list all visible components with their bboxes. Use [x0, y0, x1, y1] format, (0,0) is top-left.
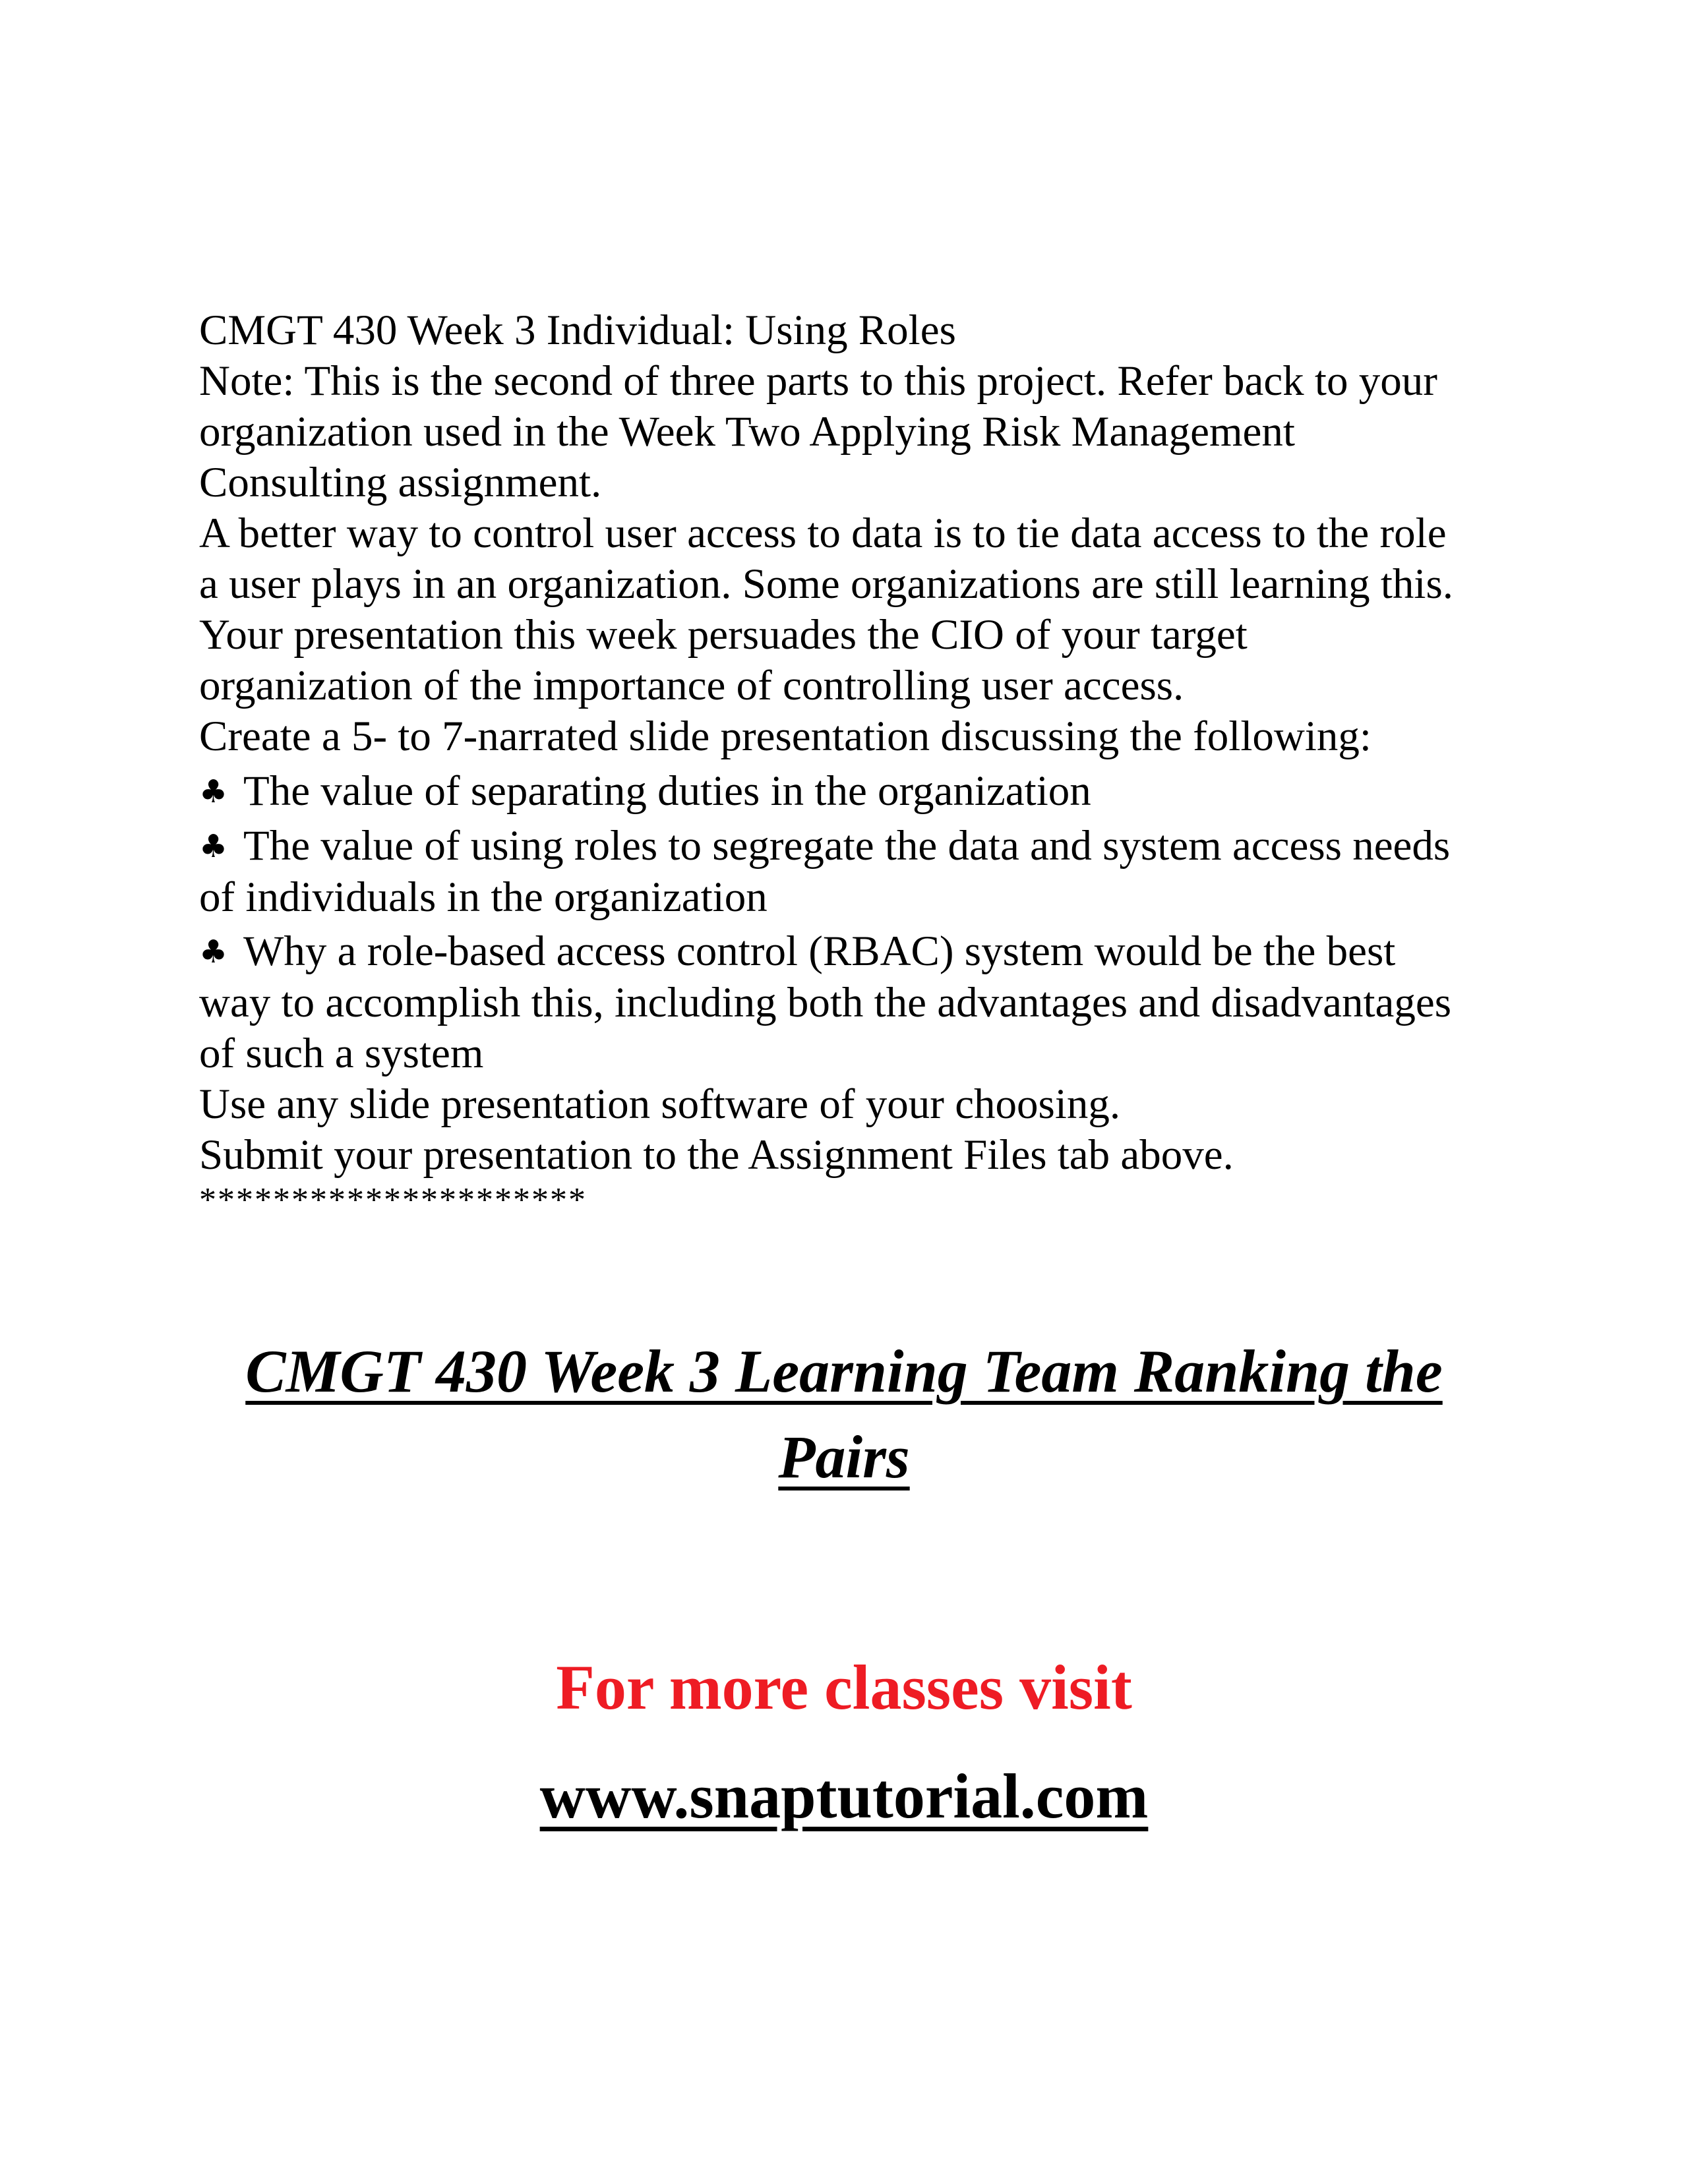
site-link[interactable]: www.snaptutorial.com — [539, 1761, 1149, 1831]
club-bullet-icon: ♣ — [199, 828, 228, 865]
bullet-item — [199, 926, 1531, 978]
text-line: organization of the importance of controlling user access. — [199, 662, 1184, 709]
separator-stars: ********************* — [199, 1181, 587, 1219]
assignment-text — [199, 305, 1531, 1219]
bullet-text: The value of using roles to segregate the data and system access needs — [243, 822, 1451, 870]
heading-line-2: Pairs — [778, 1423, 910, 1490]
promo-text: For more classes visit — [556, 1652, 1132, 1723]
heading-line-1: CMGT 430 Week 3 Learning Team Ranking the — [245, 1338, 1443, 1405]
bullet-continuation: of such a system — [199, 1030, 484, 1077]
site-link-wrapper — [0, 1757, 1688, 1836]
assignment-title: CMGT 430 Week 3 Individual: Using Roles — [199, 307, 956, 354]
bullet-continuation: way to accomplish this, including both the advantages and disadvantages — [199, 979, 1451, 1026]
text-line: Submit your presentation to the Assignment Files tab above. — [199, 1131, 1234, 1179]
text-line: A better way to control user access to data is to tie data access to the role — [199, 510, 1447, 557]
bullet-item — [199, 766, 1531, 817]
text-line: Consulting assignment. — [199, 459, 602, 506]
bullet-continuation: of individuals in the organization — [199, 873, 768, 921]
club-bullet-icon: ♣ — [199, 773, 228, 810]
text-line: Your presentation this week persuades the CIO of your target — [199, 611, 1248, 659]
bullet-item — [199, 821, 1531, 872]
text-line: Use any slide presentation software of your choosing. — [199, 1080, 1121, 1128]
section-heading — [152, 1328, 1536, 1500]
text-line: a user plays in an organization. Some organizations are still learning this. — [199, 560, 1454, 608]
text-line: organization used in the Week Two Applying Risk Management — [199, 408, 1295, 456]
bullet-text: Why a role-based access control (RBAC) system would be the best — [243, 928, 1396, 975]
text-line: Note: This is the second of three parts to this project. Refer back to your — [199, 357, 1437, 405]
club-bullet-icon: ♣ — [199, 933, 228, 970]
bullet-text: The value of separating duties in the organization — [243, 767, 1091, 815]
text-line: Create a 5- to 7-narrated slide presentation discussing the following: — [199, 713, 1372, 760]
